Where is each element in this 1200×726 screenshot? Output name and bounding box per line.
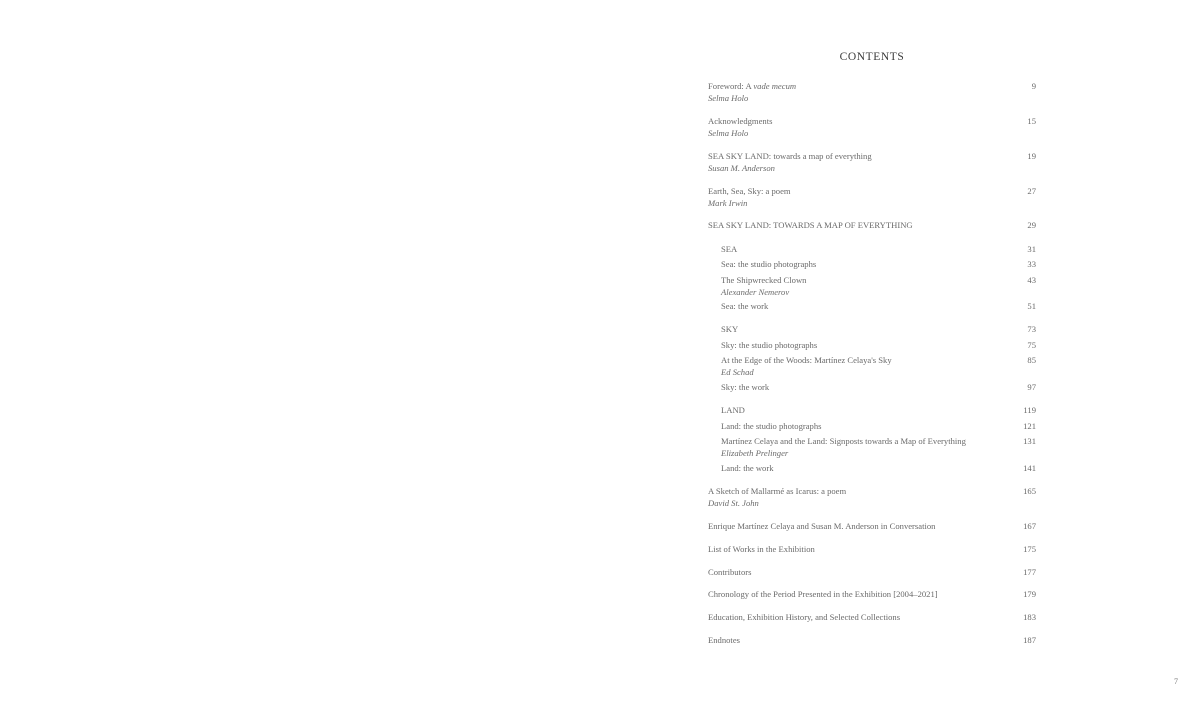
- toc-entry-title: [708, 81, 796, 93]
- toc-entry-line: [708, 220, 1036, 232]
- toc-entry-title-text: Acknowledgments: [708, 116, 773, 126]
- toc-entry: [721, 259, 1036, 271]
- toc-entry-page-number: 177: [1023, 567, 1036, 577]
- toc-entry-line: [708, 589, 1036, 601]
- toc-entry-page-number: 167: [1023, 521, 1036, 531]
- toc-entry-title-text: Contributors: [708, 567, 752, 577]
- toc-entry-title-text: LAND: [721, 405, 745, 415]
- toc-entry-title-text: Sea: the work: [721, 301, 769, 311]
- toc-entry-line: [708, 521, 1036, 533]
- toc-entry-line: [708, 567, 1036, 579]
- toc-entry: [721, 324, 1036, 336]
- toc-entry-title: [721, 421, 822, 433]
- toc-entry-title: [708, 635, 740, 647]
- toc-entry: [721, 382, 1036, 394]
- toc-entry-page-number: 31: [1027, 244, 1036, 254]
- toc-entry-title-text: A Sketch of Mallarmé as Icarus: a poem: [708, 486, 847, 496]
- toc-entry-page-number: 9: [1031, 81, 1036, 91]
- contents-heading: CONTENTS: [839, 51, 905, 63]
- toc-entry-title-text: List of Works in the Exhibition: [708, 544, 815, 554]
- toc-entry-title: [708, 521, 935, 533]
- toc-entry-line: [721, 421, 1036, 433]
- toc-entry-author: Ed Schad: [721, 366, 754, 377]
- toc-entry: [708, 612, 1036, 624]
- toc-entry: [721, 436, 1036, 459]
- toc-entry-author: Mark Irwin: [708, 197, 748, 208]
- toc-entry: [721, 244, 1036, 256]
- toc-entry-title-text: Foreword: A: [708, 81, 754, 91]
- toc-entry: [708, 521, 1036, 533]
- toc-entry-line: [721, 324, 1036, 336]
- toc-entry: [721, 405, 1036, 417]
- toc-entry-title: [708, 220, 913, 232]
- toc-entry: [721, 275, 1036, 298]
- toc-entry-author: Selma Holo: [708, 127, 749, 138]
- toc-entry-line: [721, 405, 1036, 417]
- toc-entry-title-text: Sea: the studio photographs: [721, 259, 817, 269]
- toc-entry-title: [708, 567, 751, 579]
- toc-entry-page-number: 29: [1027, 220, 1036, 230]
- toc-entry: [708, 635, 1036, 647]
- toc-entry-page-number: 73: [1027, 324, 1036, 334]
- toc-entry-title-text: Enrique Martínez Celaya and Susan M. Anderson in Conversation: [708, 521, 936, 531]
- toc-entry-title-text: SKY: [721, 324, 739, 334]
- toc-entry-line: [708, 544, 1036, 556]
- toc-entry: [708, 567, 1036, 579]
- toc-entry-line: [721, 340, 1036, 352]
- toc-entry-page-number: 165: [1023, 486, 1036, 496]
- toc-entry-title-text: SEA SKY LAND: TOWARDS A MAP OF EVERYTHING: [708, 220, 913, 230]
- toc-entry-title: [708, 544, 815, 556]
- toc-entry-line: [721, 244, 1036, 256]
- toc-entry-line: [708, 486, 1036, 498]
- toc-entry-line: [721, 355, 1036, 367]
- toc-entry-title-text: At the Edge of the Woods: Martínez Celaya's Sky: [721, 355, 892, 365]
- toc-entry-page-number: 75: [1027, 340, 1036, 350]
- toc-entry-title: [721, 436, 966, 448]
- toc-entry-page-number: 119: [1023, 405, 1036, 415]
- toc-entry-title-text: The Shipwrecked Clown: [721, 275, 807, 285]
- toc-entry-title: [708, 612, 900, 624]
- toc-entry: [708, 544, 1036, 556]
- toc-entry-page-number: 187: [1023, 635, 1036, 645]
- toc-entry-title-text: Sky: the studio photographs: [721, 340, 818, 350]
- toc-entry-author: Selma Holo: [708, 92, 749, 103]
- toc-entry: [721, 301, 1036, 313]
- toc-entry-title: [721, 275, 806, 287]
- toc-entry-title: [721, 405, 745, 417]
- toc-entry-title: [721, 301, 768, 313]
- toc-entry-line: [721, 382, 1036, 394]
- toc-entry-author: Susan M. Anderson: [708, 162, 775, 173]
- toc-entry: [721, 340, 1036, 352]
- toc-entry-title-text: SEA: [721, 244, 738, 254]
- toc-entry-title: [708, 151, 872, 163]
- toc-entry-title: [721, 324, 738, 336]
- toc-entry-page-number: 19: [1027, 151, 1036, 161]
- toc-entry-author: David St. John: [708, 497, 759, 508]
- toc-entry-title-text: Endnotes: [708, 635, 740, 645]
- toc-entry-title-text: SEA SKY LAND: towards a map of everything: [708, 151, 872, 161]
- toc-entry-title-text: Land: the studio photographs: [721, 421, 822, 431]
- toc-entry: [708, 81, 1036, 104]
- toc-entry-line: [721, 275, 1036, 287]
- toc-entry-title-italic: vade mecum: [753, 81, 797, 91]
- toc-entry: [721, 421, 1036, 433]
- toc-entry-title: [721, 382, 769, 394]
- toc-entry-line: [708, 151, 1036, 163]
- toc-entry: [708, 486, 1036, 509]
- toc-entry-title: [708, 589, 938, 601]
- toc-entry: [708, 220, 1036, 232]
- toc-entry-author: Elizabeth Prelinger: [721, 447, 789, 458]
- toc-entry: [708, 116, 1036, 139]
- toc-entry-page-number: 27: [1027, 186, 1036, 196]
- page-number: 7: [1174, 677, 1178, 686]
- toc-entry-line: [721, 436, 1036, 448]
- toc-entry-line: [721, 301, 1036, 313]
- toc-entry-page-number: 33: [1027, 259, 1036, 269]
- toc-entry-title: [708, 486, 846, 498]
- toc-entry-page-number: 121: [1023, 421, 1036, 431]
- toc-entry-title-text: Chronology of the Period Presented in the Exhibition [2004–2021]: [708, 589, 938, 599]
- toc-entry-page-number: 141: [1023, 463, 1036, 473]
- toc-entry-title: [721, 463, 774, 475]
- toc-entry-page-number: 15: [1027, 116, 1036, 126]
- toc-entry-page-number: 85: [1027, 355, 1036, 365]
- toc-entry-line: [721, 259, 1036, 271]
- toc-entry-title: [721, 244, 737, 256]
- toc-entry-title-text: Land: the work: [721, 463, 774, 473]
- toc-entry-title: [721, 259, 816, 271]
- toc-entry: [721, 355, 1036, 378]
- toc-entry-title-text: Earth, Sea, Sky: a poem: [708, 186, 791, 196]
- toc-entry-page-number: 131: [1023, 436, 1036, 446]
- toc-entry: [721, 463, 1036, 475]
- toc-entry-line: [708, 612, 1036, 624]
- toc-entry-title: [721, 355, 892, 367]
- toc-entry-page-number: 51: [1027, 301, 1036, 311]
- toc-entry-line: [721, 463, 1036, 475]
- toc-entry-line: [708, 635, 1036, 647]
- toc-entry-line: [708, 116, 1036, 128]
- toc-entry-page-number: 179: [1023, 589, 1036, 599]
- toc-entry: [708, 151, 1036, 174]
- toc-entry-page-number: 175: [1023, 544, 1036, 554]
- toc-entry-page-number: 43: [1027, 275, 1036, 285]
- toc-entry-line: [708, 186, 1036, 198]
- toc-entry: [708, 186, 1036, 209]
- toc-entry-author: Alexander Nemerov: [721, 286, 790, 297]
- toc-entry-title-text: Sky: the work: [721, 382, 770, 392]
- toc-entry-title: [708, 186, 791, 198]
- toc-entry-page-number: 183: [1023, 612, 1036, 622]
- toc-entry-line: [708, 81, 1036, 93]
- toc-entry-title: [708, 116, 772, 128]
- toc-entry-title-text: Education, Exhibition History, and Selected Collections: [708, 612, 901, 622]
- toc-entry-title: [721, 340, 817, 352]
- toc-entry: [708, 589, 1036, 601]
- toc-entry-title-text: Martínez Celaya and the Land: Signposts towards a Map of Everything: [721, 436, 966, 446]
- toc-entry-page-number: 97: [1027, 382, 1036, 392]
